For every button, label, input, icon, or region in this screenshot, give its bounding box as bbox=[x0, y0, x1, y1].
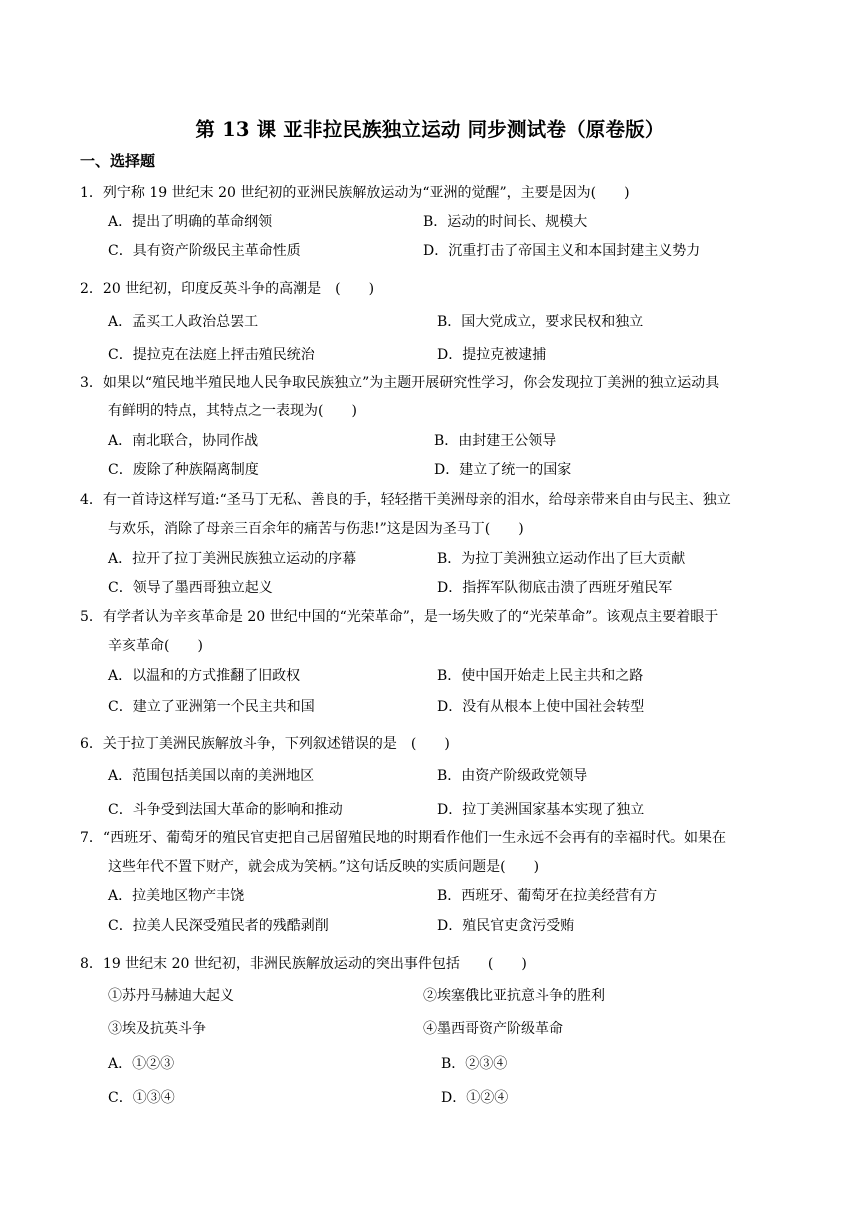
question-6-option-d: D．拉丁美洲国家基本实现了独立 bbox=[437, 802, 645, 818]
page-title: 第 13 课 亚非拉民族独立运动 同步测试卷（原卷版） bbox=[195, 118, 665, 141]
question-7-option-a: A．拉美地区物产丰饶 bbox=[108, 888, 245, 904]
question-6-option-c: C．斗争受到法国大革命的影响和推动 bbox=[108, 802, 343, 818]
question-1-option-a: A．提出了明确的革命纲领 bbox=[108, 214, 273, 230]
question-7-option-b: B．西班牙、葡萄牙在拉美经营有方 bbox=[437, 888, 658, 904]
question-8-option-d: D．①②④ bbox=[441, 1090, 509, 1106]
question-2-option-a: A．孟买工人政治总罢工 bbox=[108, 314, 259, 330]
question-2-option-d: D．提拉克被逮捕 bbox=[437, 347, 547, 363]
question-2-option-b: B．国大党成立，要求民权和独立 bbox=[437, 314, 644, 330]
question-4-option-c: C．领导了墨西哥独立起义 bbox=[108, 580, 273, 596]
question-1-option-c: C．具有资产阶级民主革命性质 bbox=[108, 243, 301, 259]
question-4-stem: 4．有一首诗这样写道:“圣马丁无私、善良的手，轻轻揩干美洲母亲的泪水，给母亲带来自由与民主、独立 bbox=[80, 492, 731, 508]
question-8-option-b: B．②③④ bbox=[441, 1056, 508, 1072]
question-3-stem-continued: 有鲜明的特点，其特点之一表现为( ) bbox=[108, 403, 357, 419]
question-7-option-d: D．殖民官吏贪污受贿 bbox=[437, 918, 575, 934]
question-7-option-c: C．拉美人民深受殖民者的残酷剥削 bbox=[108, 918, 329, 934]
question-8-option-c: C．①③④ bbox=[108, 1090, 175, 1106]
question-8-item-3: ③埃及抗英斗争 bbox=[108, 1021, 206, 1037]
question-5-stem-continued: 辛亥革命( ) bbox=[108, 638, 203, 654]
question-2-stem: 2．20 世纪初，印度反英斗争的高潮是 ( ) bbox=[80, 281, 375, 297]
question-8-stem: 8．19 世纪末 20 世纪初，非洲民族解放运动的突出事件包括 ( ) bbox=[80, 956, 527, 972]
question-5-option-d: D．没有从根本上使中国社会转型 bbox=[437, 699, 645, 715]
question-6-option-b: B．由资产阶级政党领导 bbox=[437, 768, 588, 784]
question-1-stem: 1．列宁称 19 世纪末 20 世纪初的亚洲民族解放运动为“亚洲的觉醒”，主要是因为( ) bbox=[80, 185, 630, 201]
question-5-option-a: A．以温和的方式推翻了旧政权 bbox=[108, 668, 301, 684]
question-6-option-a: A．范围包括美国以南的美洲地区 bbox=[108, 768, 315, 784]
question-3-option-c: C．废除了种族隔离制度 bbox=[108, 462, 259, 478]
question-3-stem: 3．如果以“殖民地半殖民地人民争取民族独立”为主题开展研究性学习，你会发现拉丁美洲的独立运动具 bbox=[80, 375, 720, 391]
question-8-item-4: ④墨西哥资产阶级革命 bbox=[423, 1021, 563, 1037]
question-8-item-2: ②埃塞俄比亚抗意斗争的胜利 bbox=[423, 988, 605, 1004]
question-1-option-b: B．运动的时间长、规模大 bbox=[423, 214, 588, 230]
question-6-stem: 6．关于拉丁美洲民族解放斗争，下列叙述错误的是 ( ) bbox=[80, 736, 450, 752]
section-heading: 一、选择题 bbox=[80, 152, 156, 170]
question-5-option-b: B．使中国开始走上民主共和之路 bbox=[437, 668, 644, 684]
question-8-item-1: ①苏丹马赫迪大起义 bbox=[108, 988, 234, 1004]
question-1-option-d: D．沉重打击了帝国主义和本国封建主义势力 bbox=[423, 243, 701, 259]
question-4-option-b: B．为拉丁美洲独立运动作出了巨大贡献 bbox=[437, 551, 686, 567]
question-3-option-b: B．由封建王公领导 bbox=[434, 433, 557, 449]
question-3-option-a: A．南北联合，协同作战 bbox=[108, 433, 259, 449]
question-8-option-a: A．①②③ bbox=[108, 1056, 175, 1072]
question-4-option-d: D．指挥军队彻底击溃了西班牙殖民军 bbox=[437, 580, 673, 596]
question-7-stem-continued: 这些年代不置下财产，就会成为笑柄。”这句话反映的实质问题是( ) bbox=[108, 859, 540, 875]
question-5-option-c: C．建立了亚洲第一个民主共和国 bbox=[108, 699, 315, 715]
question-2-option-c: C．提拉克在法庭上抨击殖民统治 bbox=[108, 347, 315, 363]
question-4-option-a: A．拉开了拉丁美洲民族独立运动的序幕 bbox=[108, 551, 357, 567]
question-7-stem: 7．“西班牙、葡萄牙的殖民官吏把自己居留殖民地的时期看作他们一生永远不会再有的幸福时代。如果在 bbox=[80, 830, 727, 846]
question-3-option-d: D．建立了统一的国家 bbox=[434, 462, 572, 478]
question-4-stem-continued: 与欢乐，消除了母亲三百余年的痛苦与伤悲!”这是因为圣马丁( ) bbox=[108, 521, 524, 537]
question-5-stem: 5．有学者认为辛亥革命是 20 世纪中国的“光荣革命”，是一场失败了的“光荣革命”。该观点主要着眼于 bbox=[80, 609, 719, 625]
